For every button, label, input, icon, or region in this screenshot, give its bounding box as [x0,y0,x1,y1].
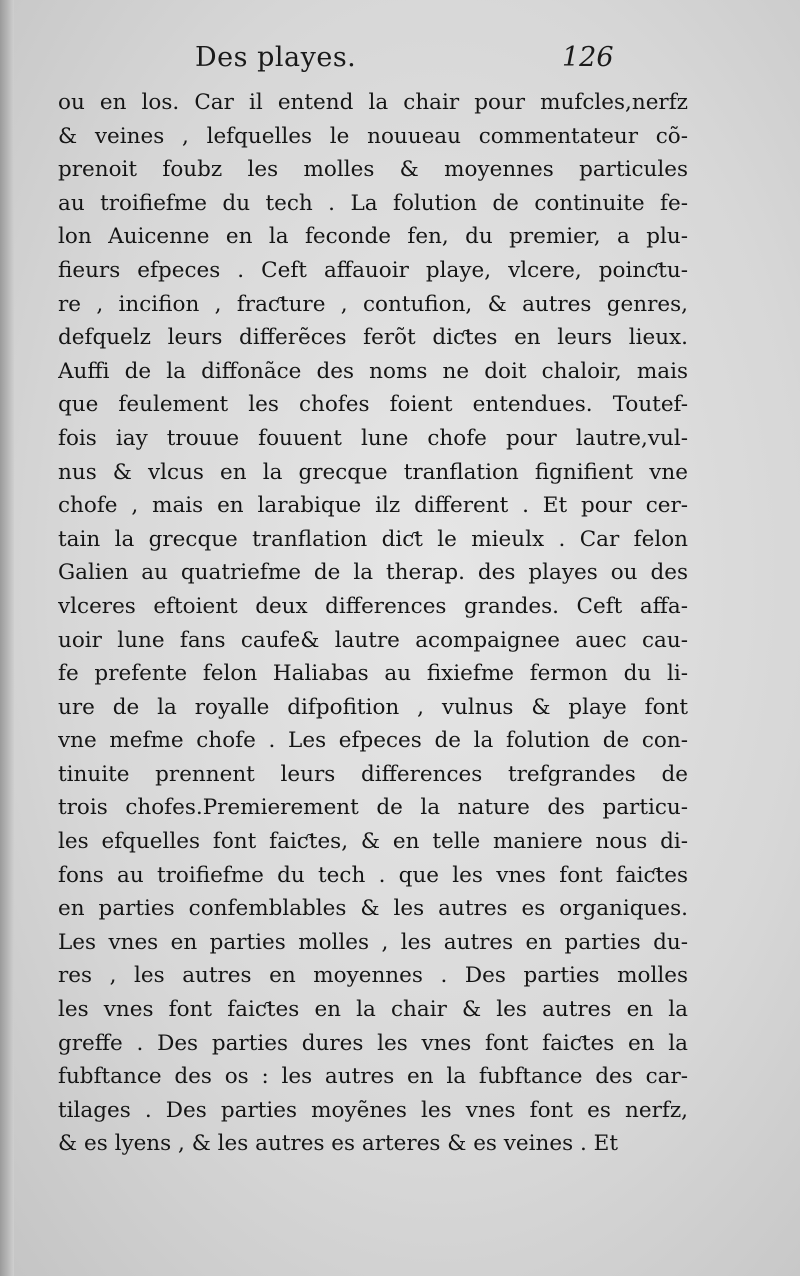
text-line: & es lyens , & les autres es arteres & es veines . Et [58,1131,618,1157]
text-line: fieurs efpeces . Ceft affauoir playe, vlcere, poinƈtu- [58,257,688,283]
text-line: re , incifion , fraƈture , contufion, & autres genres, [58,291,688,317]
text-line: vlceres eftoient deux differences grandes. Ceft affa- [58,593,688,619]
body-text [58,86,688,1161]
text-line: fois iay trouue fouuent lune chofe pour lautre,vul- [58,425,688,451]
text-line: tain la grecque tranflation diƈt le mieulx . Car felon [58,526,688,552]
text-line: fons au troifiefme du tech . que les vnes font faiƈtes [58,862,688,888]
text-line: fe prefente felon Haliabas au fixiefme fermon du li- [58,661,688,687]
text-line: prenoit foubz les molles & moyennes particules [58,157,688,183]
text-line: ou en los. Car il entend la chair pour mufcles,nerfz [58,90,688,115]
text-line: res , les autres en moyennes . Des parties molles [58,963,688,989]
text-line: uoir lune fans caufe& lautre acompaignee auec cau- [58,627,688,653]
text-line: Les vnes en parties molles , les autres en parties du- [58,929,688,955]
text-line: Galien au quatriefme de la therap. des playes ou des [58,560,688,586]
page-gutter [0,0,14,1276]
text-line: greffe . Des parties dures les vnes font faiƈtes en la [58,1030,688,1056]
page-header [0,38,800,82]
text-line: fubftance des os : les autres en la fubftance des car- [58,1064,688,1090]
text-line: en parties confemblables & les autres es organiques. [58,896,688,922]
text-line: Auffi de la diffonãce des noms ne doit chaloir, mais [58,358,688,384]
text-line: les vnes font faiƈtes en la chair & les autres en la [58,997,688,1023]
text-line: que feulement les chofes foient entendues. Toutef- [58,392,688,418]
text-line: les efquelles font faiƈtes, & en telle maniere nous di- [58,829,688,855]
text-line: tilages . Des parties moyẽnes les vnes font es nerfz, [58,1097,688,1123]
text-line: tinuite prennent leurs differences trefgrandes de [58,761,688,787]
text-line: vne mefme chofe . Les efpeces de la folution de con- [58,728,688,754]
text-line: nus & vlcus en la grecque tranflation fignifient vne [58,459,688,485]
text-line: lon Auicenne en la feconde fen, du premier, a plu- [58,224,688,250]
text-line: ure de la royalle difpofition , vulnus & playe font [58,694,688,720]
text-line: defquelz leurs differẽces ferõt diƈtes en leurs lieux. [58,325,688,351]
text-line: & veines , lefquelles le nouueau commentateur cõ- [58,123,688,149]
text-line: trois chofes.Premierement de la nature des particu- [58,795,688,821]
text-line: chofe , mais en larabique ilz different . Et pour cer- [58,493,688,519]
page-number: 126 [562,42,614,73]
running-title: Des playes. [195,42,357,73]
text-line: au troifiefme du tech . La folution de continuite fe- [58,190,688,216]
